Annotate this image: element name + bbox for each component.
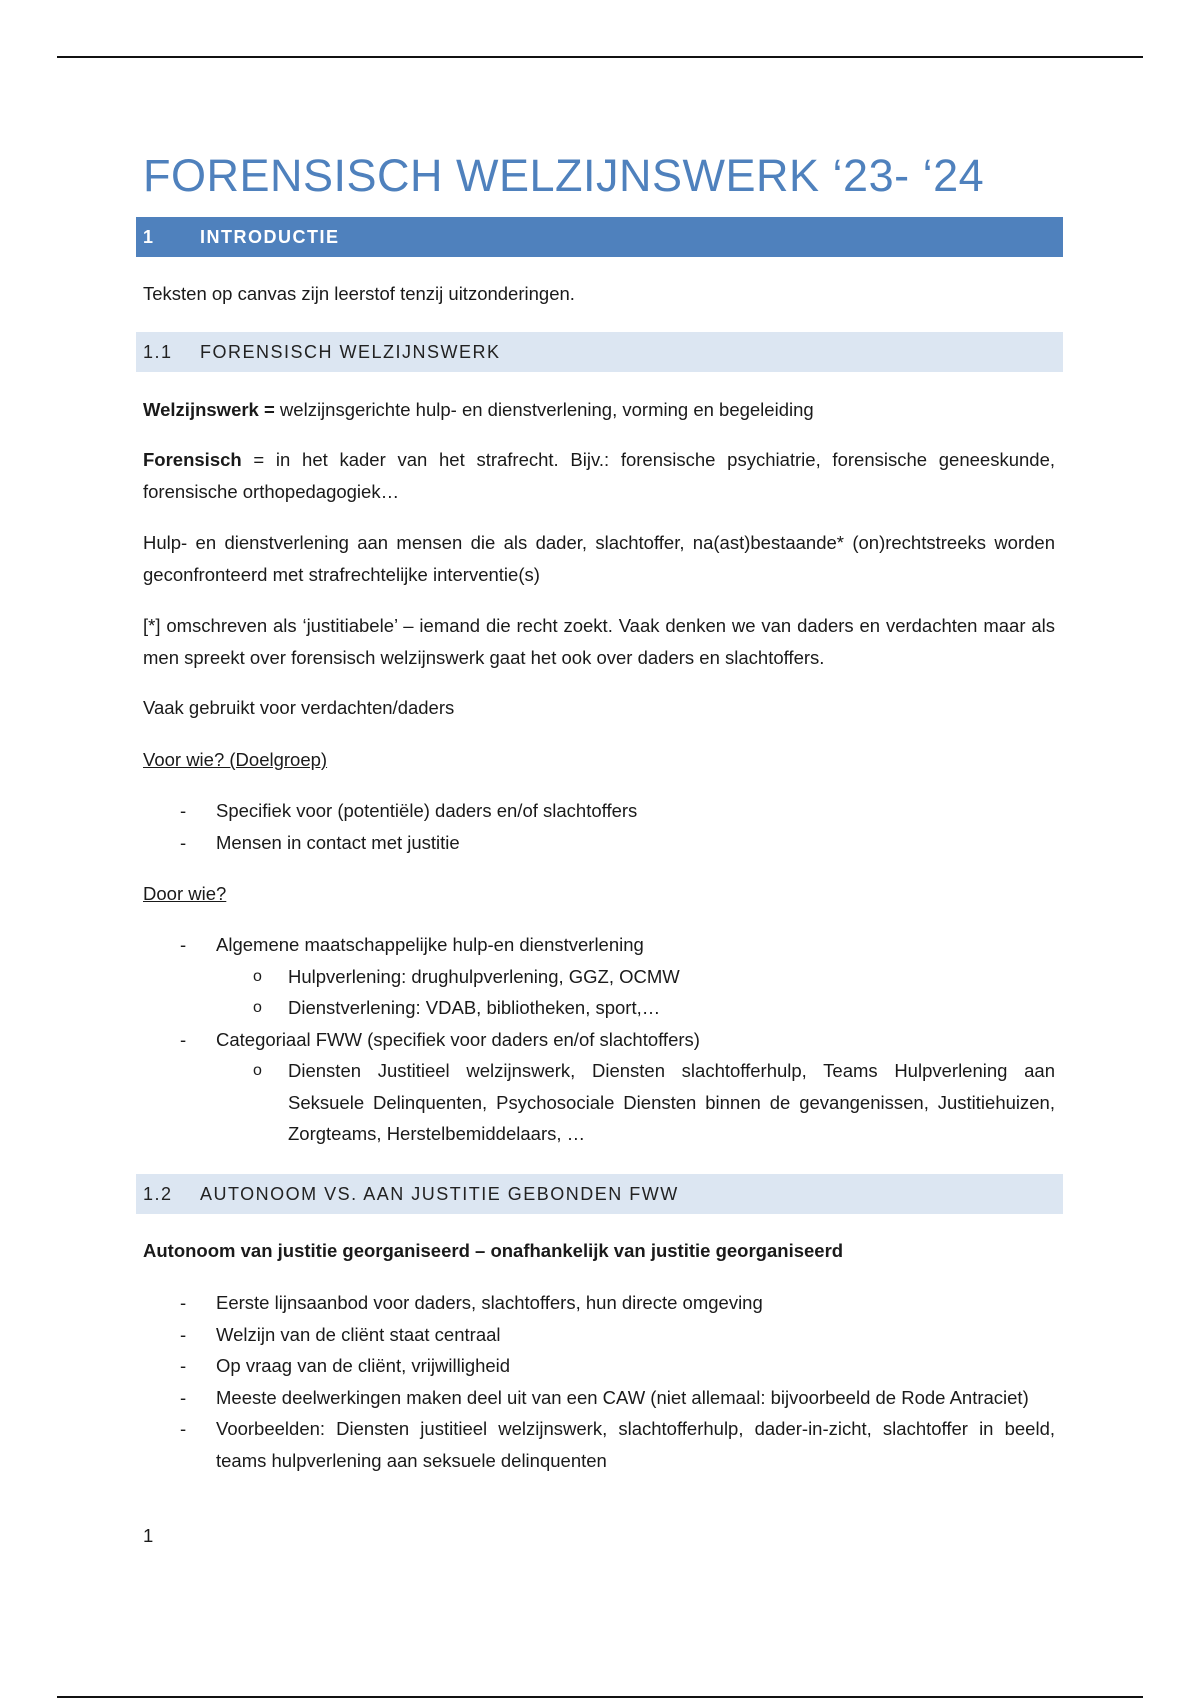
subheading-autonoom: Autonoom van justitie georganiseerd – onafhankelijk van justitie georganiseerd [143,1240,844,1261]
document-title: FORENSISCH WELZIJNSWERK ‘23- ‘24 [143,150,985,201]
circle-bullet: o [253,999,262,1016]
section-heading-1-2 [136,1174,1063,1214]
list-item: - Eerste lijnsaanbod voor daders, slachtoffers, hun directe omgeving [143,1287,1055,1319]
definition: = in het kader van het strafrecht. Bijv.: forensische psychiatrie, forensische geneeskunde, forensische orthopedagogiek… [143,449,1055,502]
footer-rule [57,1696,1143,1698]
list-item: - Mensen in contact met justitie [143,827,1055,859]
dash-bullet: - [180,800,187,821]
dash-bullet: - [180,1323,187,1345]
list-item: - Welzijn van de cliënt staat centraal [143,1319,1055,1351]
dash-bullet: - [180,934,187,955]
header-rule [57,56,1143,58]
page-number: 1 [143,1525,154,1546]
section-label: INTRODUCTIE [200,226,340,247]
list-item: - Op vraag van de cliënt, vrijwilligheid [143,1350,1055,1382]
dash-bullet: - [180,1418,187,1439]
section-number: 1.1 [143,341,173,362]
section-number: 1.2 [143,1183,173,1204]
definition-forensisch [143,444,1055,508]
list-item: - Voorbeelden: Diensten justitieel welzijnswerk, slachtofferhulp, dader-in-zicht, slachtoffer in beeld, teams hulpverlening aan seksuele delinquenten [143,1413,1055,1476]
intro-text: Teksten op canvas zijn leerstof tenzij uitzonderingen. [143,283,575,304]
paragraph-vaak: Vaak gebruikt voor verdachten/daders [143,697,455,718]
list-autonoom [143,1287,1055,1476]
definition-welzijnswerk [143,394,1055,426]
dash-bullet: - [180,1355,187,1376]
subheading-door-wie: Door wie? [143,883,227,904]
dash-bullet: - [180,1028,187,1050]
dash-bullet: - [180,1292,187,1313]
list-item: - Categoriaal FWW (specifiek voor daders en/of slachtoffers) [143,1024,1055,1056]
section-heading-1-1 [136,332,1063,372]
list-item: - Specifiek voor (potentiële) daders en/of slachtoffers [143,795,1055,827]
section-label: FORENSISCH WELZIJNSWERK [200,341,501,362]
paragraph-hulp: Hulp- en dienstverlening aan mensen die als dader, slachtoffer, na(ast)bestaande* (on)rechtstreeks worden geconfronteerd met strafrechtelijke interventie(s) [143,532,1055,585]
list-item: - Meeste deelwerkingen maken deel uit van een CAW (niet allemaal: bijvoorbeeld de Rode Antraciet) [143,1382,1055,1414]
circle-bullet: o [253,1062,262,1079]
term: Welzijnswerk = [143,399,275,420]
list-door-wie [143,929,1055,1150]
dash-bullet: - [180,831,187,853]
list-item: - Algemene maatschappelijke hulp-en dienstverlening [143,929,1055,961]
sub-list-item: o Dienstverlening: VDAB, bibliotheken, sport,… [143,992,1055,1024]
sub-list-item: o Diensten Justitieel welzijnswerk, Diensten slachtofferhulp, Teams Hulpverlening aan Seksuele Delinquenten, Psychosociale Diensten binnen de gevangenissen, Justitiehuizen, Zorgteams, Herstelbemiddelaars, … [143,1055,1055,1150]
section-heading-1 [136,217,1063,257]
section-label: AUTONOOM VS. AAN JUSTITIE GEBONDEN FWW [200,1183,679,1204]
term: Forensisch [143,449,242,470]
section-number: 1 [143,226,155,247]
subheading-voor-wie: Voor wie? (Doelgroep) [143,749,328,770]
circle-bullet: o [253,967,262,985]
list-voor-wie [143,795,1055,858]
definition: welzijnsgerichte hulp- en dienstverlening, vorming en begeleiding [274,399,814,420]
paragraph-justitiabele: [*] omschreven als ‘justitiabele’ – iemand die recht zoekt. Vaak denken we van daders en verdachten maar als men spreekt over forensisch welzijnswerk gaat het ook over daders en slachtoffers. [143,615,1055,668]
dash-bullet: - [180,1386,187,1408]
sub-list-item: o Hulpverlening: drughulpverlening, GGZ, OCMW [143,961,1055,993]
